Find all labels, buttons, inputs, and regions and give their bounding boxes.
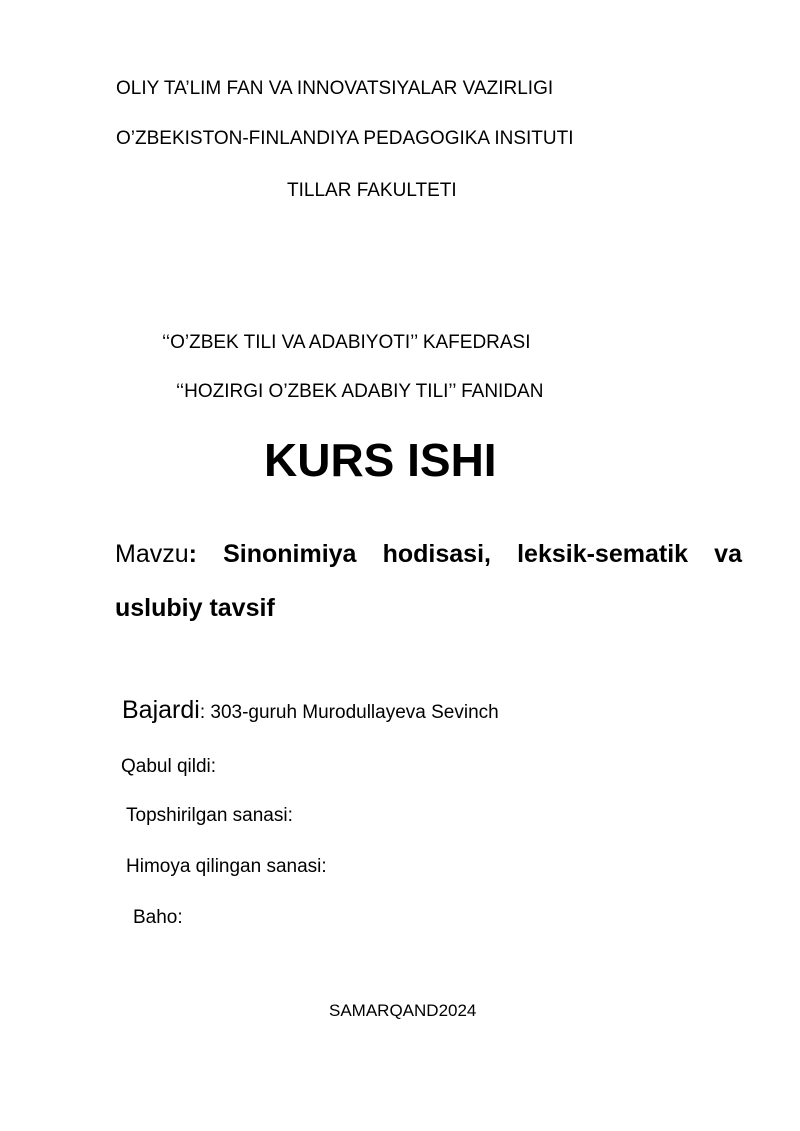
performer-label: Bajardi <box>122 696 200 724</box>
institute-name: O’ZBEKISTON-FINLANDIYA PEDAGOGIKA INSITUTI <box>116 128 574 149</box>
subject-name: ‘‘HOZIRGI O’ZBEK ADABIY TILI’’ FANIDAN <box>176 381 544 402</box>
performer-line <box>122 698 499 723</box>
defense-date-field: Himoya qilingan sanasi: <box>126 856 327 877</box>
document-title: KURS ISHI <box>264 434 497 486</box>
accepted-by-field: Qabul qildi: <box>121 756 217 777</box>
department-name: ‘‘O’ZBEK TILI VA ADABIYOTI’’ KAFEDRASI <box>162 332 531 353</box>
topic-text: : Sinonimiya hodisasi, leksik-sematik va uslubiy tavsif <box>115 540 742 622</box>
ministry-name: OLIY TA’LIM FAN VA INNOVATSIYALAR VAZIRLIGI <box>116 78 554 99</box>
topic-block <box>115 527 742 635</box>
city-year: SAMARQAND2024 <box>329 1001 477 1020</box>
performer-value: : 303-guruh Murodullayeva Sevinch <box>199 702 499 723</box>
submission-date-field: Topshirilgan sanasi: <box>126 805 293 826</box>
topic-label: Mavzu <box>115 540 189 568</box>
grade-field: Baho: <box>133 907 183 928</box>
faculty-name: TILLAR FAKULTETI <box>287 180 457 201</box>
